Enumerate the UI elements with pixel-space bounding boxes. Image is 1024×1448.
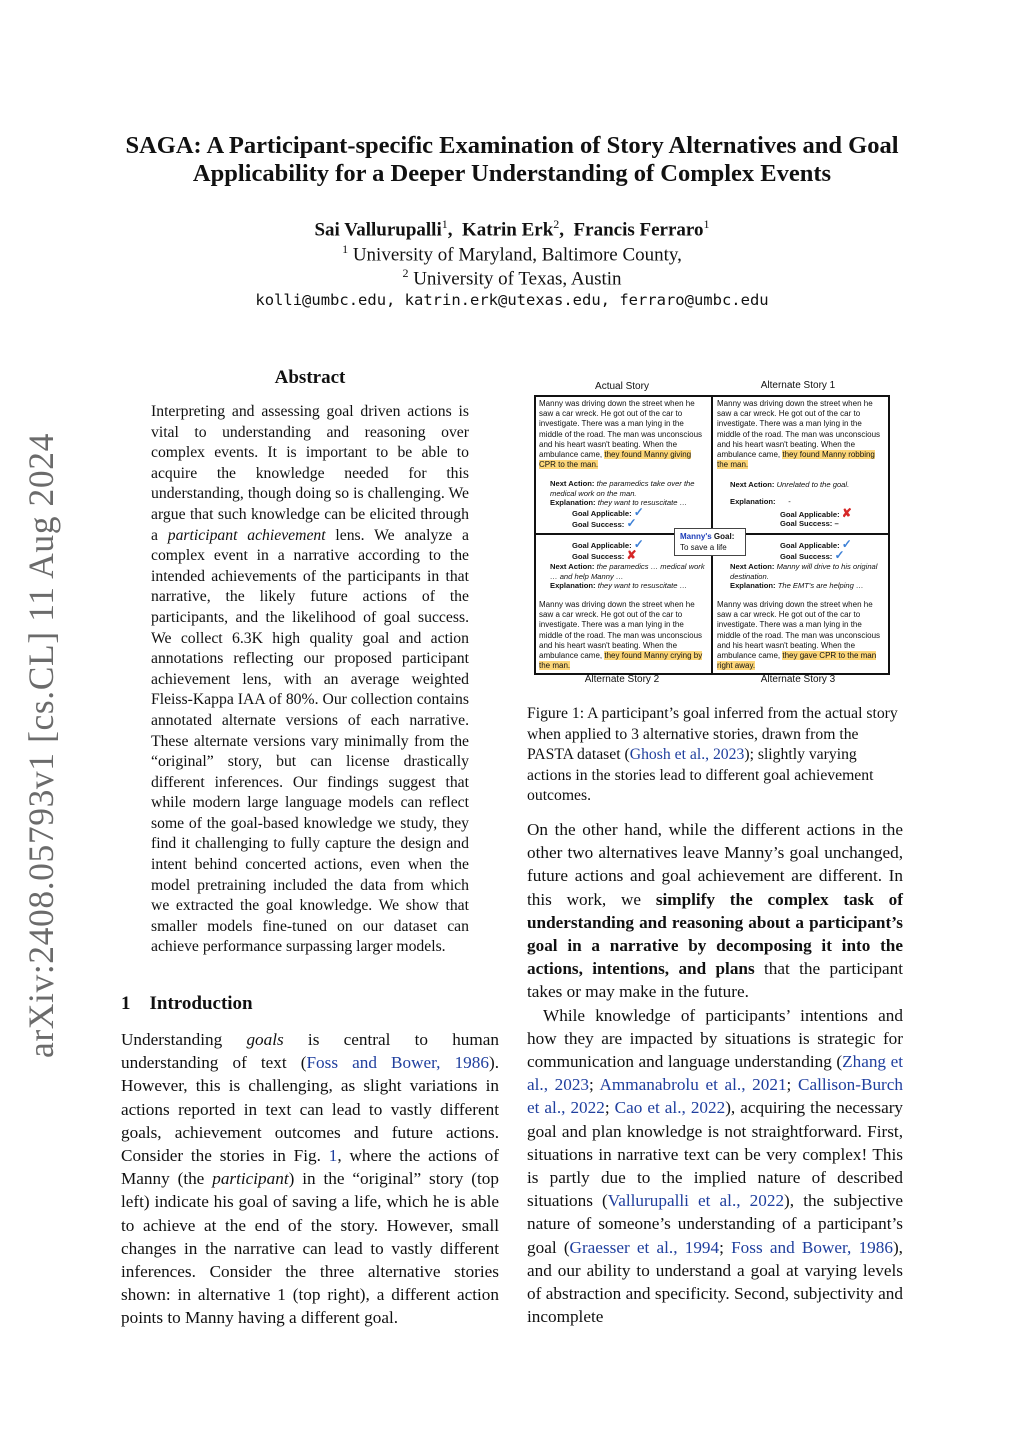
figure-caption: [527, 704, 903, 807]
section-number: 1: [121, 993, 131, 1014]
text: , where the actions of Manny (the: [121, 1146, 499, 1189]
label-alternate-story-1: Alternate Story 1: [760, 380, 836, 391]
story-alternate-1: [717, 399, 883, 470]
label-alternate-story-3: Alternate Story 3: [760, 674, 836, 685]
goal-callout-box: [674, 528, 746, 556]
citation-link[interactable]: Vallurupalli et al., 2022: [607, 1191, 785, 1211]
text: that the participant takes or may make in the future.: [527, 959, 903, 1002]
paragraph: [527, 818, 903, 1004]
explanation-alt-3: [730, 581, 886, 591]
goal-participant: Manny's: [680, 532, 712, 541]
author-emails: kolli@umbc.edu, katrin.erk@utexas.edu, ferraro@umbc.edu: [255, 291, 769, 309]
text: ), acquiring the necessary goal and plan knowledge is not straightforward. First, situations in narrative text can be very complex! This is partly due to the implied nature of described situations (: [527, 1098, 904, 1211]
paper-title: [90, 132, 934, 188]
abstract-emphasis: participant achievement: [167, 526, 326, 544]
story-text: Manny was driving down the street when he saw a car wreck. He got out of the car to investigate. There was a man lying in the middle of the road. The man was unconscious and his heart wasn't beating. When the ambulance came,: [717, 600, 881, 661]
explanation-alt-1: [730, 497, 886, 507]
label: Explanation:: [730, 497, 776, 506]
author-list: Sai Vallurupalli$^1$, Katrin Erk$^2$, Francis Ferraro$^1$: [314, 217, 710, 241]
text: Figure 1: A participant’s goal inferred from the actual story when applied to 3 alternative stories, drawn from the PASTA dataset (: [527, 705, 898, 764]
figure-grid: [534, 395, 890, 675]
text: ;: [604, 1098, 615, 1118]
title-line-1: SAGA: A Participant-specific Examination of Story Alternatives and Goal: [125, 132, 899, 159]
author-affil-mark: 1: [441, 217, 448, 231]
author-affil-mark: 1: [703, 217, 710, 231]
next-action-alt-3: [730, 562, 886, 581]
intro-left-column: [121, 1028, 499, 1330]
goal-success-alt-1: [780, 519, 839, 530]
text: ;: [786, 1075, 798, 1095]
story-text: Manny was driving down the street when he saw a car wreck. He got out of the car to investigate. There was a man lying in the middle of the road. The man was unconscious and his heart wasn't beating. When the ambulance came,: [717, 399, 881, 460]
paragraph: [527, 1004, 903, 1329]
label: Goal Applicable:: [572, 509, 632, 518]
value: –: [834, 519, 839, 528]
value: the paramedics … medical work … and help Manny …: [550, 562, 705, 581]
next-action-actual: [550, 479, 708, 498]
story-actual: [539, 399, 705, 470]
affiliation-2: [90, 266, 934, 290]
label: Goal Applicable:: [780, 510, 840, 519]
text: ), and our ability to understand a goal at varying levels of abstraction and specificity. Second, subjectivity and incomplete: [527, 1237, 903, 1327]
affil-mark: 1: [342, 242, 349, 256]
label: Explanation:: [550, 581, 596, 590]
author-name: Francis Ferraro: [573, 219, 704, 241]
story-highlight: they gave CPR to the man right away.: [717, 651, 877, 671]
affil-text: University of Texas, Austin: [413, 268, 622, 290]
explanation-alt-2: [550, 581, 710, 591]
goal-success-alt-3: [780, 550, 845, 563]
story-highlight: they found Manny giving CPR to the man.: [539, 450, 692, 470]
citation-link[interactable]: Callison-Burch et al., 2022: [527, 1075, 904, 1118]
label: Next Action:: [550, 479, 595, 488]
story-highlight: they found Manny robbing the man.: [717, 450, 875, 470]
label: Goal Success:: [780, 552, 833, 561]
value: Manny will drive to his original destination.: [730, 562, 878, 581]
text: On the other hand, while the different actions in the other two alternatives leave Manny’s goal unchanged, future actions and goal achievement are different. In this work, we: [527, 820, 903, 909]
value: they want to resuscitate …: [597, 498, 688, 507]
affil-text: University of Maryland, Baltimore County,: [352, 244, 682, 266]
label: Next Action:: [730, 480, 775, 489]
value: Unrelated to the goal.: [776, 480, 850, 489]
abstract-body: [151, 402, 469, 958]
affil-mark: 2: [402, 266, 409, 280]
figure-1: [532, 379, 888, 689]
author-affil-mark: 2: [553, 217, 560, 231]
text: is central to human understanding of text (: [121, 1030, 499, 1073]
citation-link[interactable]: Ghosh et al., 2023: [629, 746, 745, 764]
check-icon: ✓: [834, 548, 845, 562]
citation-link[interactable]: Foss and Bower, 1986: [306, 1053, 489, 1073]
citation-link[interactable]: Ammanabrolu et al., 2021: [599, 1075, 787, 1095]
affiliation-1: [90, 242, 934, 266]
goal-success-actual: [572, 518, 637, 531]
check-icon: ✓: [633, 505, 644, 519]
label: Explanation:: [730, 581, 776, 590]
label-alternate-story-2: Alternate Story 2: [584, 674, 660, 685]
next-action-alt-1: [730, 480, 886, 490]
citation-link[interactable]: Foss and Bower, 1986: [731, 1237, 893, 1257]
citation-link[interactable]: Zhang et al., 2023: [527, 1052, 903, 1095]
text: ) in the “original” story (top left) indicate his goal of saving a life, which he is able to achieve at the end of the story. However, small changes in the narrative can lead to vastly different inferences. Consider the three alternative stories shown: in alternative 1 (top right), a different action points to Manny having a different goal.: [121, 1169, 499, 1328]
check-icon: ✓: [633, 537, 644, 551]
story-highlight: they found Manny crying by the man.: [539, 651, 703, 671]
abstract-text: Interpreting and assessing goal driven actions is vital to understanding and reasoning over complex events. It is important to be able to acquire the knowledge needed for this understanding, though doing so is challenging. We argue that such knowledge can be elicited through a: [151, 403, 469, 544]
title-line-2: Applicability for a Deeper Understanding of Complex Events: [192, 160, 832, 187]
citation-link[interactable]: Cao et al., 2022: [614, 1098, 726, 1118]
goal-success-alt-2: [572, 550, 637, 563]
value: they want to resuscitate …: [597, 581, 688, 590]
label: Goal Success:: [780, 519, 833, 528]
label-actual-story: Actual Story: [595, 381, 649, 392]
text: ). However, this is challenging, as slight variations in actions reported in text can lead to vastly different goals, achievement outcomes and future actions. Consider the stories in Fig.: [121, 1053, 499, 1166]
text: ); slightly varying actions in the stories lead to different goal achievement outcomes.: [527, 746, 874, 805]
label: Goal Success:: [572, 520, 625, 529]
text: Understanding: [121, 1030, 247, 1049]
check-icon: ✓: [626, 516, 637, 530]
goal-label: Goal:: [713, 532, 735, 541]
value: -: [788, 497, 791, 506]
label: Explanation:: [550, 498, 596, 507]
paragraph: [121, 1028, 499, 1330]
label: Goal Success:: [572, 552, 625, 561]
story-text: Manny was driving down the street when he saw a car wreck. He got out of the car to investigate. There was a man lying in the middle of the road. The man was unconscious and his heart wasn't beating. When the ambulance came,: [539, 600, 703, 661]
abstract-heading: Abstract: [274, 367, 346, 388]
goal-text: To save a life: [680, 543, 727, 552]
cross-icon: ✘: [841, 506, 852, 520]
abstract-text: lens. We analyze a complex event in a narrative according to the intended achievements of the participants in that narrative, the likely future actions of the participants, and the likelihood of goal success. We collect 6.3K high quality goal and action annotations reflecting our proposed participant achievement lens, with an average weighted Fleiss-Kappa IAA of 80%. Our collection contains annotated alternate versions of each narrative. These alternate versions vary minimally from the “original” story, but can license drastically different inferences. Our findings suggest that while modern large language models can reflect some of the goal-based knowledge we study, they find it challenging to fully capture the design and intent behind concerted actions, even when the model pretraining included the data from which we extracted the goal knowledge. We show that smaller models fine-tuned on our dataset can achieve performance surpassing larger models.: [151, 526, 469, 956]
check-icon: ✓: [841, 537, 852, 551]
author-name: Sai Vallurupalli: [314, 219, 442, 241]
label: Goal Applicable:: [780, 541, 840, 550]
story-alternate-2: [539, 600, 705, 671]
section-title: Introduction: [149, 993, 253, 1014]
text: ;: [719, 1237, 732, 1257]
text: While knowledge of participants’ intentions and how they are impacted by situations is strategic for communication and language understanding (: [527, 1005, 903, 1072]
next-action-alt-2: [550, 562, 708, 581]
cross-icon: ✘: [626, 548, 637, 562]
story-text: Manny was driving down the street when he saw a car wreck. He got out of the car to investigate. There was a man lying in the middle of the road. The man was unconscious and his heart wasn't beating. When the ambulance came,: [539, 399, 703, 460]
goal-header: [680, 531, 740, 542]
emphasis: participant: [212, 1169, 289, 1189]
intro-right-column: [527, 818, 903, 1328]
label: Next Action:: [550, 562, 595, 571]
figure-ref-link[interactable]: 1: [328, 1146, 338, 1166]
bold-text: simplify the complex task of understanding and reasoning about a participant’s goal in a narrative by decomposing it into the actions, intentions, and plans: [527, 889, 903, 979]
arxiv-side-stamp: arXiv:2408.05793v1 [cs.CL] 11 Aug 2024: [21, 433, 61, 1058]
citation-link[interactable]: Graesser et al., 1994: [569, 1237, 720, 1257]
value: the paramedics take over the medical work on the man.: [550, 479, 695, 498]
label: Goal Applicable:: [572, 541, 632, 550]
author-name: Katrin Erk: [461, 219, 554, 241]
emphasis: goals: [246, 1030, 284, 1049]
label: Next Action:: [730, 562, 775, 571]
story-alternate-3: [717, 600, 883, 671]
value: The EMT's are helping …: [777, 581, 864, 590]
text: ;: [589, 1075, 600, 1095]
section-heading: [121, 993, 253, 1015]
text: ), the subjective nature of someone’s understanding of a participant’s goal (: [527, 1191, 903, 1257]
